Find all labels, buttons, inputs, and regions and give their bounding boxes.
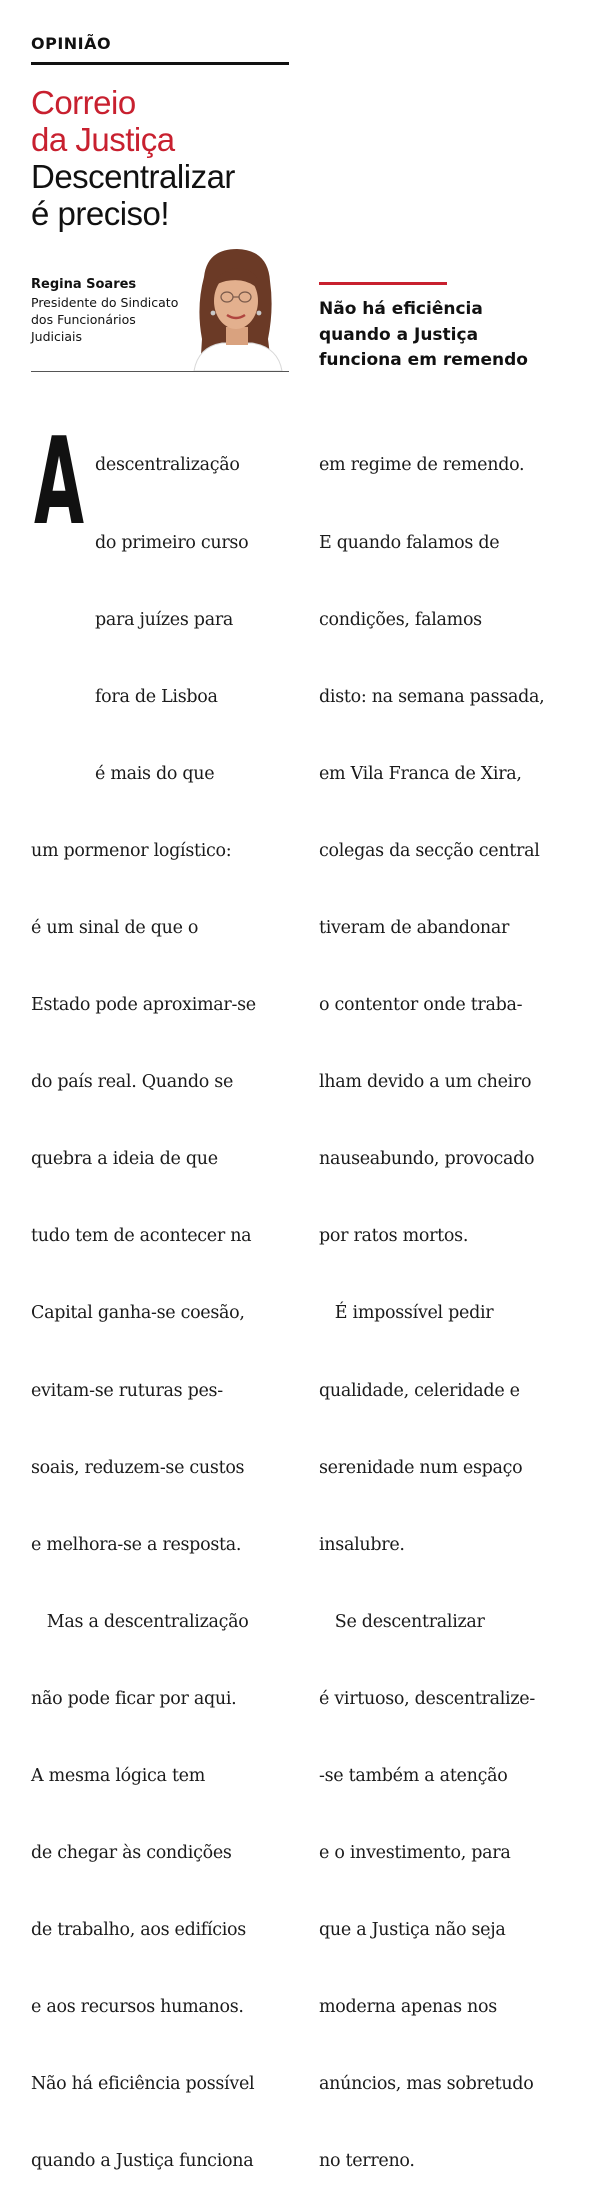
body-line: Não há eficiência possível bbox=[31, 2074, 255, 2095]
body-line: -se também a atenção bbox=[319, 1766, 508, 1786]
body-line: Mas a descentralização bbox=[31, 1611, 249, 1632]
body-line: nauseabundo, provocado bbox=[319, 1149, 535, 1170]
section-rule bbox=[31, 62, 289, 65]
column-kicker bbox=[31, 84, 175, 158]
pullquote-rule bbox=[319, 282, 447, 285]
body-line: um pormenor logístico: bbox=[31, 840, 232, 861]
body-line: lham devido a um cheiro bbox=[319, 1072, 532, 1093]
body-line: o contentor onde traba- bbox=[319, 995, 523, 1016]
body-line: de chegar às condições bbox=[31, 1843, 232, 1864]
body-line: A mesma lógica tem bbox=[31, 1766, 206, 1786]
author-role bbox=[31, 294, 191, 345]
section-label: OPINIÃO bbox=[31, 34, 112, 53]
body-line: em regime de remendo. bbox=[319, 455, 525, 476]
body-line: colegas da secção central bbox=[319, 840, 540, 861]
body-line: evitam-se ruturas pes- bbox=[31, 1380, 223, 1401]
body-line: condições, falamos bbox=[319, 609, 482, 630]
article-headline bbox=[31, 158, 235, 232]
body-column-1 bbox=[31, 402, 256, 2201]
body-line: serenidade num espaço bbox=[319, 1457, 523, 1478]
body-line: e o investimento, para bbox=[319, 1843, 511, 1864]
body-line: descentralização bbox=[95, 455, 240, 476]
body-line: é virtuoso, descentralize- bbox=[319, 1688, 535, 1709]
body-line: por ratos mortos. bbox=[319, 1226, 469, 1247]
body-line: soais, reduzem-se custos bbox=[31, 1457, 245, 1478]
headline-line: Descentralizar bbox=[31, 158, 235, 195]
body-line: e melhora-se a resposta. bbox=[31, 1534, 242, 1555]
body-line: que a Justiça não seja bbox=[319, 1920, 506, 1941]
body-line: fora de Lisboa bbox=[95, 686, 218, 707]
kicker-line: da Justiça bbox=[31, 121, 175, 158]
author-role-line: Presidente do Sindicato bbox=[31, 295, 179, 310]
headline-line: é preciso! bbox=[31, 195, 170, 232]
author-name: Regina Soares bbox=[31, 277, 137, 292]
body-line: anúncios, mas sobretudo bbox=[319, 2074, 534, 2095]
kicker-line: Correio bbox=[31, 84, 136, 121]
pullquote-line: quando a Justiça bbox=[319, 324, 479, 345]
author-role-line: dos Funcionários bbox=[31, 312, 136, 327]
body-column-2 bbox=[319, 402, 544, 2201]
body-line: insalubre. bbox=[319, 1534, 405, 1555]
author-photo bbox=[182, 247, 289, 371]
pullquote bbox=[319, 297, 569, 374]
body-line: E quando falamos de bbox=[319, 532, 500, 553]
author-role-line: Judiciais bbox=[31, 329, 83, 344]
body-line: tiveram de abandonar bbox=[319, 917, 510, 938]
body-line: de trabalho, aos edifícios bbox=[31, 1920, 246, 1941]
body-line: no terreno. bbox=[319, 2151, 415, 2172]
body-line: e aos recursos humanos. bbox=[31, 1997, 244, 2018]
body-line: é um sinal de que o bbox=[31, 917, 199, 938]
body-line: para juízes para bbox=[95, 609, 234, 630]
body-line: Capital ganha-se coesão, bbox=[31, 1303, 245, 1324]
body-line: disto: na semana passada, bbox=[319, 686, 545, 707]
body-line: moderna apenas nos bbox=[319, 1997, 497, 2018]
pullquote-line: Não há eficiência bbox=[319, 299, 483, 319]
body-line: qualidade, celeridade e bbox=[319, 1380, 520, 1401]
pullquote-line: funciona em remendo bbox=[319, 350, 528, 370]
body-line: do primeiro curso bbox=[95, 532, 249, 553]
drop-cap-letter: A bbox=[34, 413, 85, 552]
body-line: Estado pode aproximar-se bbox=[31, 995, 256, 1016]
author-rule bbox=[31, 371, 289, 372]
body-line: não pode ficar por aqui. bbox=[31, 1688, 237, 1709]
body-line: Se descentralizar bbox=[319, 1611, 485, 1632]
body-line: quando a Justiça funciona bbox=[31, 2151, 254, 2172]
body-line: em Vila Franca de Xira, bbox=[319, 763, 522, 784]
body-line: quebra a ideia de que bbox=[31, 1149, 218, 1170]
body-line: do país real. Quando se bbox=[31, 1072, 234, 1093]
body-line: é mais do que bbox=[95, 763, 215, 784]
body-line: É impossível pedir bbox=[319, 1303, 494, 1324]
body-line: tudo tem de acontecer na bbox=[31, 1226, 252, 1247]
